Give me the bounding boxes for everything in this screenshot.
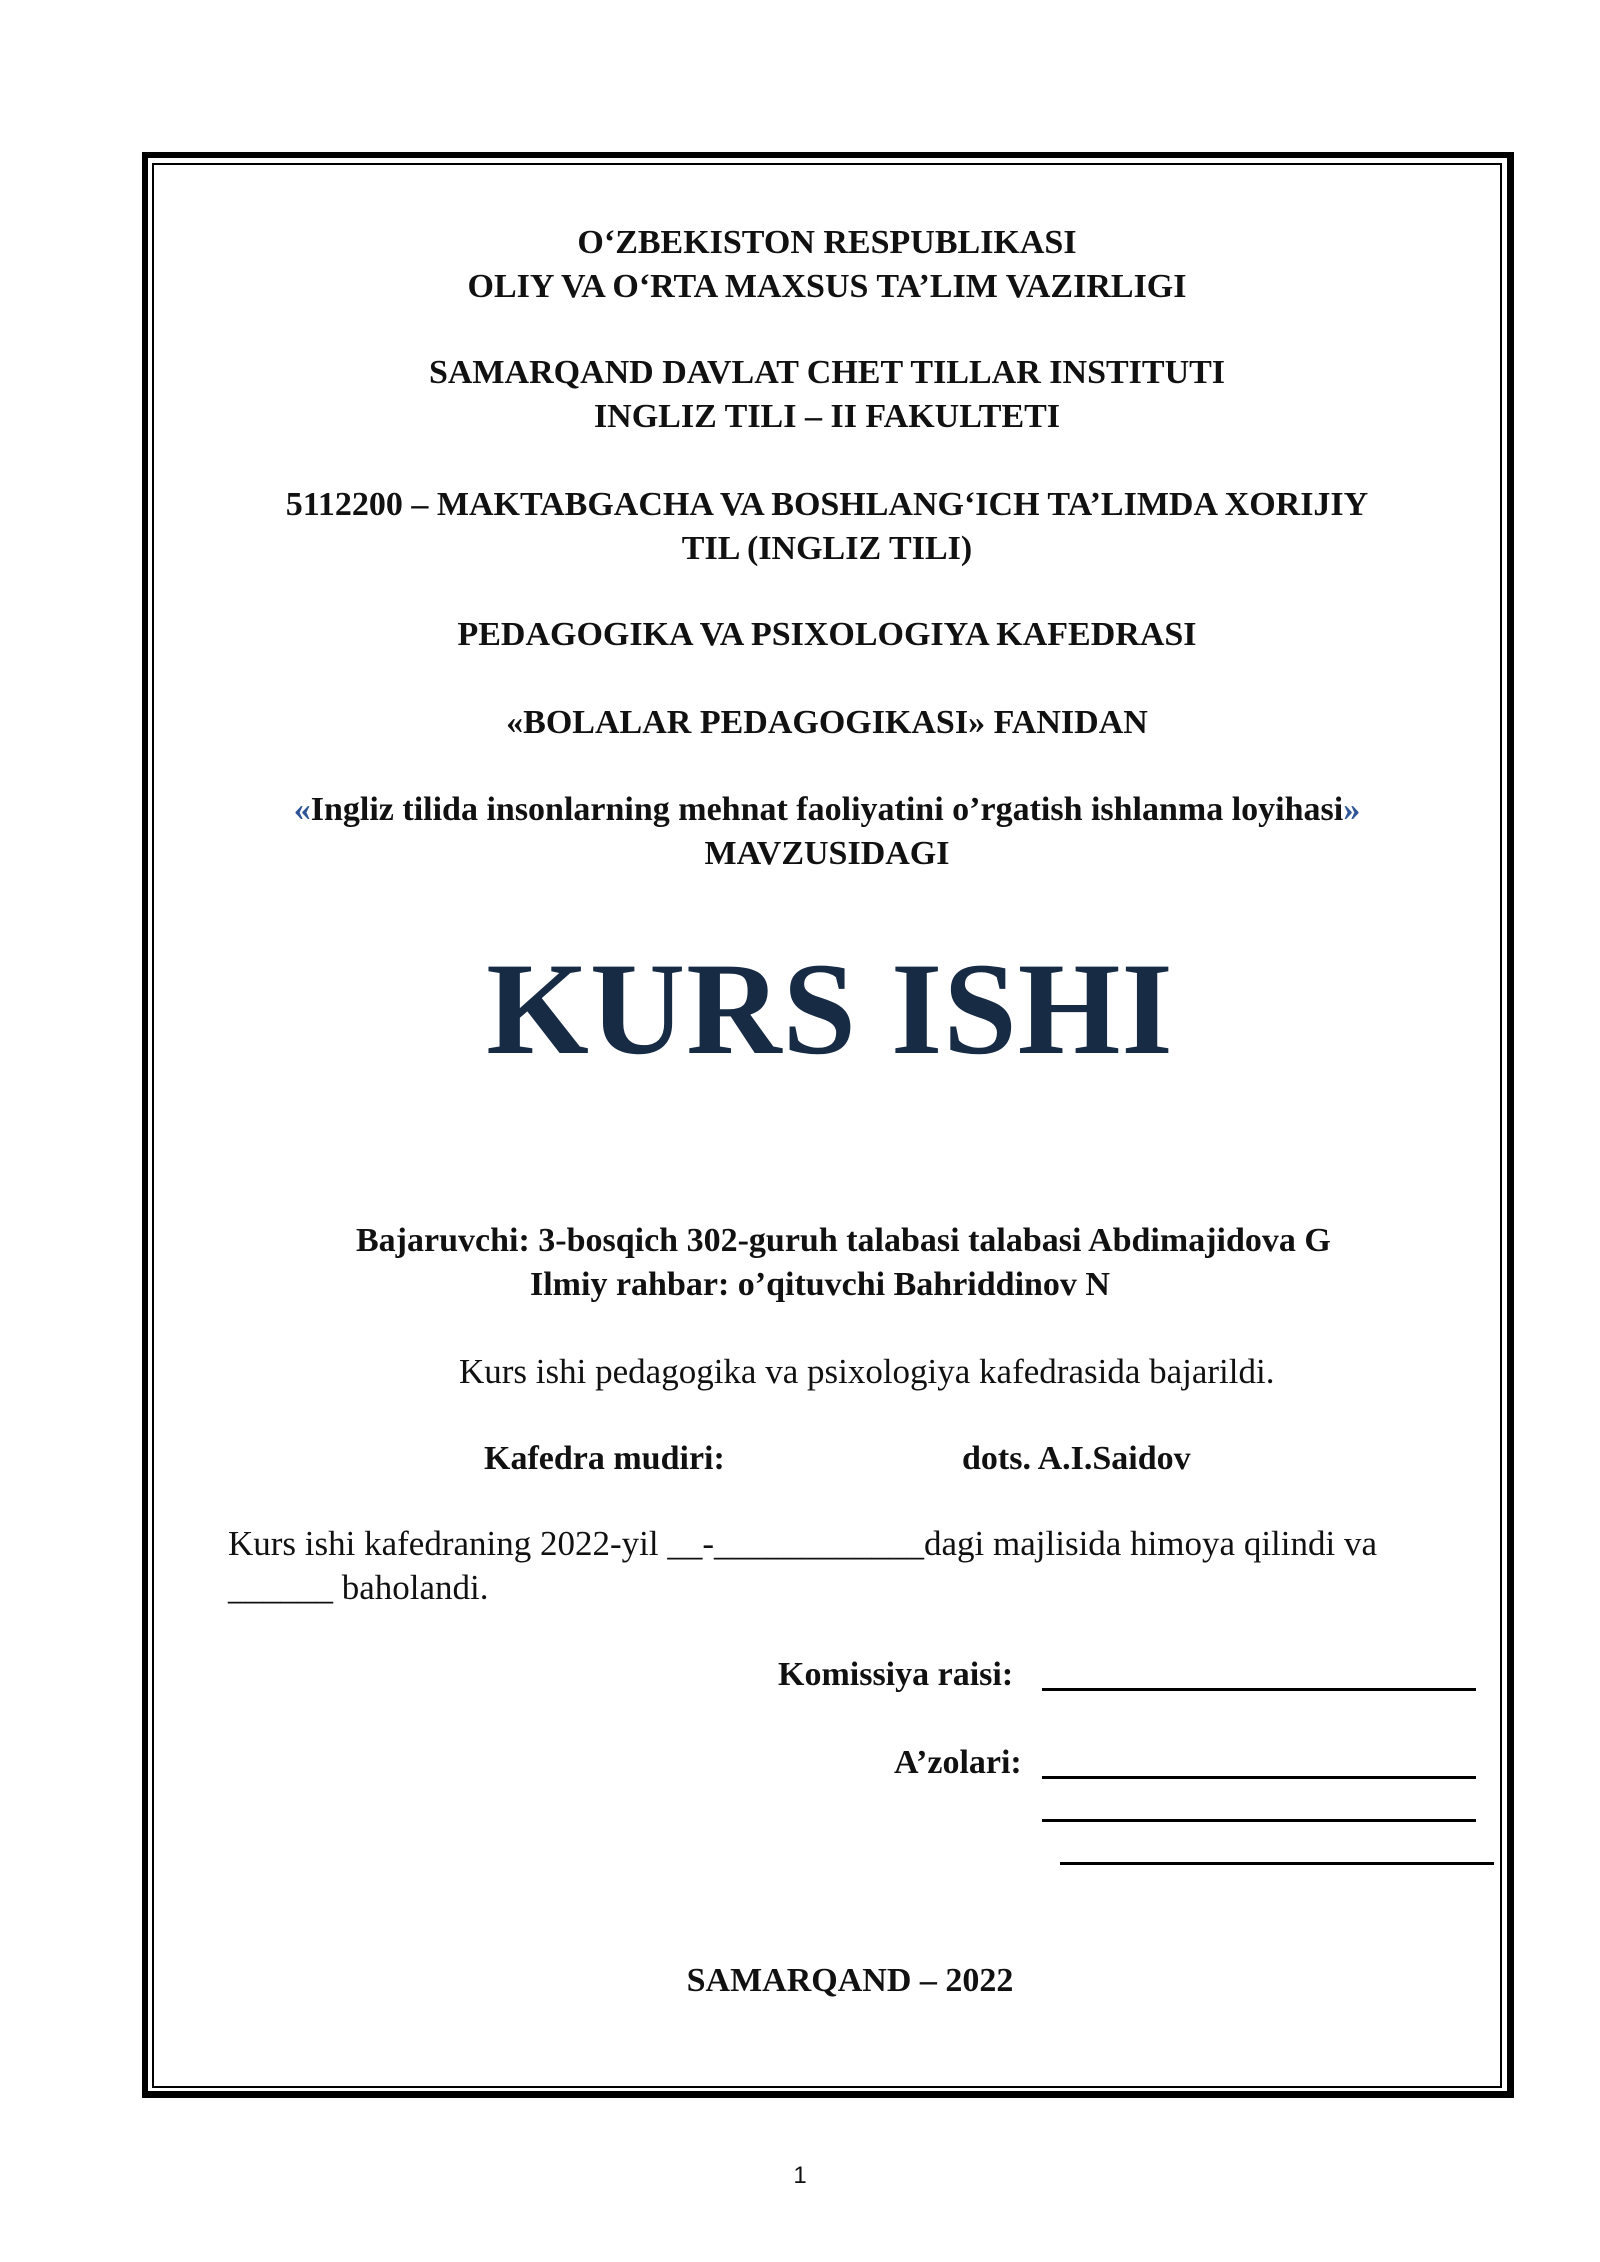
footer-city-year: SAMARQAND – 2022 xyxy=(686,1962,1014,1999)
head-name: dots. A.I.Saidov xyxy=(962,1440,1191,1477)
commission-chair-label: Komissiya raisi: xyxy=(778,1656,1014,1693)
document-title: KURS ISHI xyxy=(486,935,1174,1082)
specialty-line-2: TIL (INGLIZ TILI) xyxy=(681,530,973,567)
page-border-inner xyxy=(152,163,1502,2088)
department-line: PEDAGOGIKA VA PSIXOLOGIYA KAFEDRASI xyxy=(457,616,1197,653)
subject-line: «BOLALAR PEDAGOGIKASI» FANIDAN xyxy=(506,704,1148,741)
defense-line-2: ______ baholandi. xyxy=(228,1568,489,1607)
ministry-line: OLIY VA O‘RTA MAXSUS TA’LIM VAZIRLIGI xyxy=(467,268,1187,305)
member-signature-line-3 xyxy=(1060,1862,1494,1865)
topic-line xyxy=(152,789,1502,831)
completed-note: Kurs ishi pedagogika va psixologiya kafedrasida bajarildi. xyxy=(459,1352,1275,1391)
chair-signature-line xyxy=(1042,1688,1476,1691)
head-label: Kafedra mudiri: xyxy=(484,1440,725,1477)
topic-suffix: MAVZUSIDAGI xyxy=(704,835,950,872)
performer-line: Bajaruvchi: 3-bosqich 302-guruh talabasi talabasi Abdimajidova G xyxy=(356,1222,1331,1259)
specialty-line-1: 5112200 – MAKTABGACHA VA BOSHLANG‘ICH TA’LIMDA XORIJIY xyxy=(285,486,1369,523)
institute-line: SAMARQAND DAVLAT CHET TILLAR INSTITUTI xyxy=(428,354,1226,391)
page-number: 1 xyxy=(793,2162,807,2189)
topic-open-quote: « xyxy=(293,791,311,828)
topic-close-quote: » xyxy=(1343,791,1361,828)
faculty-line: INGLIZ TILI – II FAKULTETI xyxy=(593,398,1061,435)
defense-line-1: Kurs ishi kafedraning 2022-yil __-____________dagi majlisida himoya qilindi va xyxy=(228,1524,1378,1563)
member-signature-line-2 xyxy=(1042,1819,1476,1822)
members-label: A’zolari: xyxy=(894,1744,1022,1781)
member-signature-line-1 xyxy=(1042,1776,1476,1779)
topic-text: Ingliz tilida insonlarning mehnat faoliyatini o’rgatish ishlanma loyihasi xyxy=(310,791,1344,828)
country-line: O‘ZBEKISTON RESPUBLIKASI xyxy=(577,224,1077,261)
supervisor-line: Ilmiy rahbar: o’qituvchi Bahriddinov N xyxy=(530,1266,1110,1303)
